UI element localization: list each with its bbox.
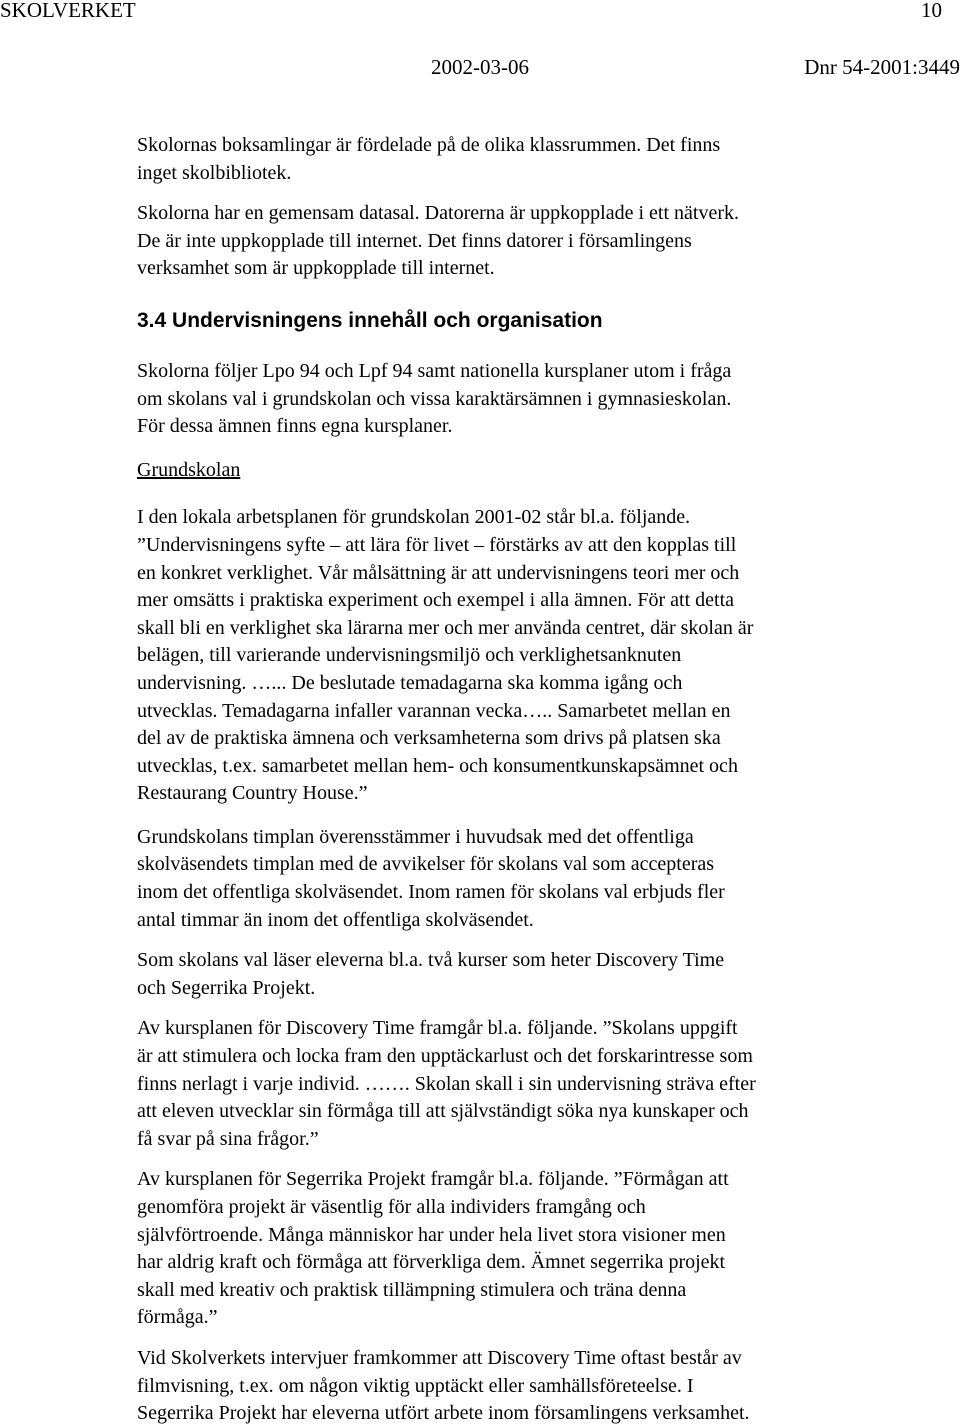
- paragraph-line: Vid Skolverkets intervjuer framkommer att Discovery Time oftast består av: [137, 1346, 742, 1369]
- paragraph-line: ”Undervisningens syfte – att lära för livet – förstärks av att den kopplas till: [137, 533, 737, 556]
- paragraph-line: utvecklas. Temadagarna infaller varannan vecka….. Samarbetet mellan en: [137, 699, 731, 722]
- paragraph-line: mer omsätts i praktiska experiment och exempel i alla ämnen. För att detta: [137, 589, 735, 612]
- subheading: [137, 457, 897, 485]
- section-heading: 3.4 Undervisningens innehåll och organisation: [137, 308, 603, 332]
- paragraph-line: I den lokala arbetsplanen för grundskolan 2001-02 står bl.a. följande.: [137, 506, 691, 529]
- paragraph-line: För dessa ämnen finns egna kursplaner.: [137, 415, 453, 438]
- paragraph-line: belägen, till varierande undervisningsmiljö och verklighetsanknuten: [137, 644, 682, 667]
- paragraph-line: är att stimulera och locka fram den upptäckarlust och det forskarintresse som: [137, 1045, 753, 1068]
- document-date: 2002-03-06: [431, 55, 529, 79]
- document-body: [137, 132, 897, 1428]
- paragraph-line: undervisning. …... De beslutade temadagarna ska komma igång och: [137, 671, 683, 694]
- paragraph-line: Segerrika Projekt har eleverna utfört arbete inom församlingens verksamhet.: [137, 1402, 750, 1425]
- paragraph-line: förmåga.”: [137, 1306, 218, 1329]
- paragraph-line: Som skolans val läser eleverna bl.a. två kurser som heter Discovery Time: [137, 949, 725, 972]
- paragraph-line: skolväsendets timplan med de avvikelser för skolans val som accepteras: [137, 853, 715, 876]
- subheading-text: Grundskolan: [137, 458, 241, 481]
- paragraph-line: del av de praktiska ämnena och verksamheterna som drivs på platsen ska: [137, 727, 721, 750]
- paragraph-line: inget skolbibliotek.: [137, 161, 292, 184]
- paragraph-line: inom det offentliga skolväsendet. Inom ramen för skolans val erbjuds fler: [137, 881, 725, 904]
- paragraph-line: finns nerlagt i varje individ. ……. Skolan skall i sin undervisning sträva efter: [137, 1072, 756, 1095]
- paragraph-line: få svar på sina frågor.”: [137, 1127, 319, 1150]
- paragraph-line: Grundskolans timplan överensstämmer i huvudsak med det offentliga: [137, 825, 694, 848]
- paragraph-line: Skolorna har en gemensam datasal. Datorerna är uppkopplade i ett nätverk.: [137, 202, 740, 225]
- header-organization: SKOLVERKET: [0, 0, 136, 22]
- paragraph-line: Skolorna följer Lpo 94 och Lpf 94 samt nationella kursplaner utom i fråga: [137, 359, 732, 382]
- paragraph-line: verksamhet som är uppkopplade till internet.: [137, 257, 495, 280]
- paragraph-line: Skolornas boksamlingar är fördelade på de olika klassrummen. Det finns: [137, 134, 721, 156]
- paragraph-line: Restaurang Country House.”: [137, 782, 368, 805]
- paragraph-line: en konkret verklighet. Vår målsättning är att undervisningens teori mer och: [137, 561, 740, 584]
- paragraph-line: genomföra projekt är väsentlig för alla individers framgång och: [137, 1196, 646, 1218]
- paragraph-line: antal timmar än inom det offentliga skolväsendet.: [137, 908, 534, 931]
- paragraph-line: skall bli en verklighet ska lärarna mer och mer använda centret, där skolan är: [137, 616, 754, 639]
- paragraph-line: Av kursplanen för Discovery Time framgår bl.a. följande. ”Skolans uppgift: [137, 1017, 738, 1040]
- paragraph-line: om skolans val i grundskolan och vissa karaktärsämnen i gymnasieskolan.: [137, 387, 732, 410]
- paragraph-line: att eleven utvecklar sin förmåga till att självständigt söka nya kunskaper och: [137, 1100, 749, 1123]
- paragraph-line: självförtroende. Många människor har under hela livet stora visioner men: [137, 1223, 726, 1246]
- document-registration-number: Dnr 54-2001:3449: [804, 55, 960, 79]
- paragraph-line: Av kursplanen för Segerrika Projekt framgår bl.a. följande. ”Förmågan att: [137, 1168, 729, 1191]
- paragraph-line: filmvisning, t.ex. om någon viktig upptäckt eller samhällsföreteelse. I: [137, 1374, 694, 1397]
- page-number: 10: [921, 0, 942, 22]
- paragraph-line: har aldrig kraft och förmåga att förverkliga dem. Ämnet segerrika projekt: [137, 1251, 726, 1274]
- paragraph-line: skall med kreativ och praktisk tillämpning stimulera och träna denna: [137, 1278, 687, 1301]
- paragraph-line: De är inte uppkopplade till internet. Det finns datorer i församlingens: [137, 229, 692, 252]
- paragraph-line: utvecklas, t.ex. samarbetet mellan hem- och konsumentkunskapsämnet och: [137, 754, 738, 777]
- paragraph-line: och Segerrika Projekt.: [137, 976, 316, 999]
